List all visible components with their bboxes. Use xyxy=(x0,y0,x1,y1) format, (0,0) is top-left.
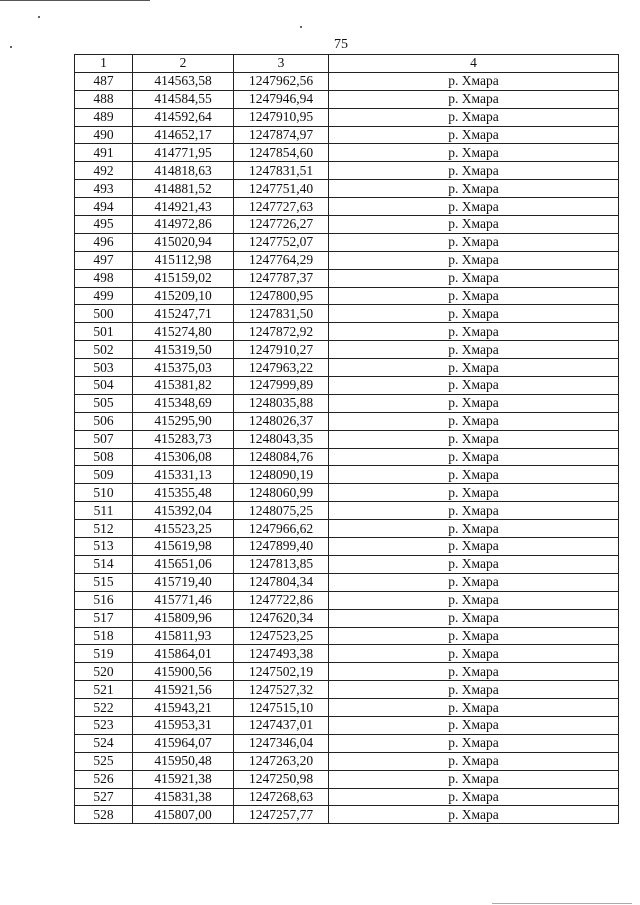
y-coordinate-cell: 1247620,34 xyxy=(234,609,329,627)
point-number-cell: 514 xyxy=(75,555,133,573)
location-cell: р. Хмара xyxy=(329,287,619,305)
table-row xyxy=(75,72,619,90)
x-coordinate-cell: 415319,50 xyxy=(133,341,234,359)
point-number-cell: 513 xyxy=(75,538,133,556)
table-row xyxy=(75,377,619,395)
y-coordinate-cell: 1247346,04 xyxy=(234,734,329,752)
y-coordinate-cell: 1247831,50 xyxy=(234,305,329,323)
y-coordinate-cell: 1247263,20 xyxy=(234,752,329,770)
point-number-cell: 504 xyxy=(75,377,133,395)
table-row xyxy=(75,359,619,377)
table-row xyxy=(75,251,619,269)
y-coordinate-cell: 1247910,27 xyxy=(234,341,329,359)
table-row xyxy=(75,663,619,681)
location-cell: р. Хмара xyxy=(329,716,619,734)
y-coordinate-cell: 1248060,99 xyxy=(234,484,329,502)
point-number-cell: 493 xyxy=(75,180,133,198)
x-coordinate-cell: 415953,31 xyxy=(133,716,234,734)
location-cell: р. Хмара xyxy=(329,341,619,359)
point-number-cell: 515 xyxy=(75,573,133,591)
location-cell: р. Хмара xyxy=(329,466,619,484)
y-coordinate-cell: 1247527,32 xyxy=(234,681,329,699)
point-number-cell: 511 xyxy=(75,502,133,520)
location-cell: р. Хмара xyxy=(329,591,619,609)
location-cell: р. Хмара xyxy=(329,627,619,645)
x-coordinate-cell: 415719,40 xyxy=(133,573,234,591)
table-row xyxy=(75,108,619,126)
x-coordinate-cell: 415020,94 xyxy=(133,233,234,251)
x-coordinate-cell: 415921,56 xyxy=(133,681,234,699)
y-coordinate-cell: 1247502,19 xyxy=(234,663,329,681)
point-number-cell: 519 xyxy=(75,645,133,663)
x-coordinate-cell: 415306,08 xyxy=(133,448,234,466)
table-row xyxy=(75,699,619,717)
y-coordinate-cell: 1247899,40 xyxy=(234,538,329,556)
table-row xyxy=(75,788,619,806)
y-coordinate-cell: 1247872,92 xyxy=(234,323,329,341)
y-coordinate-cell: 1248090,19 xyxy=(234,466,329,484)
point-number-cell: 506 xyxy=(75,412,133,430)
table-row xyxy=(75,484,619,502)
x-coordinate-cell: 415864,01 xyxy=(133,645,234,663)
point-number-cell: 496 xyxy=(75,233,133,251)
location-cell: р. Хмара xyxy=(329,448,619,466)
location-cell: р. Хмара xyxy=(329,788,619,806)
location-cell: р. Хмара xyxy=(329,359,619,377)
table-row xyxy=(75,323,619,341)
x-coordinate-cell: 414921,43 xyxy=(133,198,234,216)
point-number-cell: 505 xyxy=(75,394,133,412)
column-header: 2 xyxy=(133,55,234,73)
x-coordinate-cell: 415283,73 xyxy=(133,430,234,448)
location-cell: р. Хмара xyxy=(329,412,619,430)
point-number-cell: 492 xyxy=(75,162,133,180)
point-number-cell: 521 xyxy=(75,681,133,699)
y-coordinate-cell: 1247946,94 xyxy=(234,90,329,108)
x-coordinate-cell: 415921,38 xyxy=(133,770,234,788)
table-row xyxy=(75,144,619,162)
table-row xyxy=(75,305,619,323)
table-row xyxy=(75,412,619,430)
y-coordinate-cell: 1247764,29 xyxy=(234,251,329,269)
table-row xyxy=(75,341,619,359)
y-coordinate-cell: 1247752,07 xyxy=(234,233,329,251)
y-coordinate-cell: 1247874,97 xyxy=(234,126,329,144)
location-cell: р. Хмара xyxy=(329,663,619,681)
y-coordinate-cell: 1248084,76 xyxy=(234,448,329,466)
location-cell: р. Хмара xyxy=(329,269,619,287)
y-coordinate-cell: 1248043,35 xyxy=(234,430,329,448)
x-coordinate-cell: 415811,93 xyxy=(133,627,234,645)
table-row xyxy=(75,287,619,305)
point-number-cell: 527 xyxy=(75,788,133,806)
table-row xyxy=(75,591,619,609)
x-coordinate-cell: 414652,17 xyxy=(133,126,234,144)
point-number-cell: 512 xyxy=(75,520,133,538)
table-row xyxy=(75,770,619,788)
page-number: 75 xyxy=(334,37,348,52)
x-coordinate-cell: 415375,03 xyxy=(133,359,234,377)
table-row xyxy=(75,448,619,466)
point-number-cell: 503 xyxy=(75,359,133,377)
point-number-cell: 499 xyxy=(75,287,133,305)
location-cell: р. Хмара xyxy=(329,394,619,412)
y-coordinate-cell: 1247250,98 xyxy=(234,770,329,788)
x-coordinate-cell: 415392,04 xyxy=(133,502,234,520)
y-coordinate-cell: 1247787,37 xyxy=(234,269,329,287)
location-cell: р. Хмара xyxy=(329,72,619,90)
y-coordinate-cell: 1247854,60 xyxy=(234,144,329,162)
point-number-cell: 495 xyxy=(75,216,133,234)
table-header-row xyxy=(75,55,619,73)
scan-edge-line xyxy=(492,903,632,904)
location-cell: р. Хмара xyxy=(329,681,619,699)
point-number-cell: 508 xyxy=(75,448,133,466)
table-row xyxy=(75,520,619,538)
y-coordinate-cell: 1247831,51 xyxy=(234,162,329,180)
location-cell: р. Хмара xyxy=(329,90,619,108)
location-cell: р. Хмара xyxy=(329,770,619,788)
x-coordinate-cell: 415209,10 xyxy=(133,287,234,305)
point-number-cell: 494 xyxy=(75,198,133,216)
location-cell: р. Хмара xyxy=(329,538,619,556)
x-coordinate-cell: 415355,48 xyxy=(133,484,234,502)
table-row xyxy=(75,269,619,287)
x-coordinate-cell: 414771,95 xyxy=(133,144,234,162)
y-coordinate-cell: 1247910,95 xyxy=(234,108,329,126)
table-row xyxy=(75,502,619,520)
y-coordinate-cell: 1248035,88 xyxy=(234,394,329,412)
table-body xyxy=(75,72,619,823)
x-coordinate-cell: 414818,63 xyxy=(133,162,234,180)
x-coordinate-cell: 414584,55 xyxy=(133,90,234,108)
x-coordinate-cell: 415943,21 xyxy=(133,699,234,717)
point-number-cell: 489 xyxy=(75,108,133,126)
table-row xyxy=(75,806,619,824)
point-number-cell: 500 xyxy=(75,305,133,323)
point-number-cell: 498 xyxy=(75,269,133,287)
y-coordinate-cell: 1247999,89 xyxy=(234,377,329,395)
x-coordinate-cell: 415274,80 xyxy=(133,323,234,341)
point-number-cell: 518 xyxy=(75,627,133,645)
location-cell: р. Хмара xyxy=(329,573,619,591)
location-cell: р. Хмара xyxy=(329,645,619,663)
table-row xyxy=(75,627,619,645)
location-cell: р. Хмара xyxy=(329,233,619,251)
x-coordinate-cell: 414972,86 xyxy=(133,216,234,234)
point-number-cell: 525 xyxy=(75,752,133,770)
y-coordinate-cell: 1247966,62 xyxy=(234,520,329,538)
x-coordinate-cell: 415381,82 xyxy=(133,377,234,395)
y-coordinate-cell: 1247437,01 xyxy=(234,716,329,734)
x-coordinate-cell: 415331,13 xyxy=(133,466,234,484)
location-cell: р. Хмара xyxy=(329,555,619,573)
column-header: 4 xyxy=(329,55,619,73)
x-coordinate-cell: 415950,48 xyxy=(133,752,234,770)
point-number-cell: 487 xyxy=(75,72,133,90)
location-cell: р. Хмара xyxy=(329,323,619,341)
point-number-cell: 517 xyxy=(75,609,133,627)
location-cell: р. Хмара xyxy=(329,305,619,323)
y-coordinate-cell: 1247515,10 xyxy=(234,699,329,717)
x-coordinate-cell: 415809,96 xyxy=(133,609,234,627)
y-coordinate-cell: 1247962,56 xyxy=(234,72,329,90)
table-row xyxy=(75,430,619,448)
column-header: 1 xyxy=(75,55,133,73)
point-number-cell: 509 xyxy=(75,466,133,484)
point-number-cell: 507 xyxy=(75,430,133,448)
table-row xyxy=(75,466,619,484)
scan-speck xyxy=(300,26,302,28)
x-coordinate-cell: 415900,56 xyxy=(133,663,234,681)
point-number-cell: 523 xyxy=(75,716,133,734)
x-coordinate-cell: 414592,64 xyxy=(133,108,234,126)
table-row xyxy=(75,233,619,251)
location-cell: р. Хмара xyxy=(329,752,619,770)
point-number-cell: 524 xyxy=(75,734,133,752)
table-row xyxy=(75,645,619,663)
y-coordinate-cell: 1247493,38 xyxy=(234,645,329,663)
table-row xyxy=(75,90,619,108)
point-number-cell: 510 xyxy=(75,484,133,502)
location-cell: р. Хмара xyxy=(329,502,619,520)
x-coordinate-cell: 415831,38 xyxy=(133,788,234,806)
location-cell: р. Хмара xyxy=(329,180,619,198)
location-cell: р. Хмара xyxy=(329,144,619,162)
y-coordinate-cell: 1247727,63 xyxy=(234,198,329,216)
table-row xyxy=(75,716,619,734)
location-cell: р. Хмара xyxy=(329,430,619,448)
column-header: 3 xyxy=(234,55,329,73)
point-number-cell: 491 xyxy=(75,144,133,162)
x-coordinate-cell: 415771,46 xyxy=(133,591,234,609)
location-cell: р. Хмара xyxy=(329,162,619,180)
location-cell: р. Хмара xyxy=(329,484,619,502)
x-coordinate-cell: 415295,90 xyxy=(133,412,234,430)
point-number-cell: 528 xyxy=(75,806,133,824)
y-coordinate-cell: 1247804,34 xyxy=(234,573,329,591)
location-cell: р. Хмара xyxy=(329,216,619,234)
location-cell: р. Хмара xyxy=(329,520,619,538)
table-row xyxy=(75,180,619,198)
y-coordinate-cell: 1247813,85 xyxy=(234,555,329,573)
location-cell: р. Хмара xyxy=(329,126,619,144)
y-coordinate-cell: 1247257,77 xyxy=(234,806,329,824)
location-cell: р. Хмара xyxy=(329,699,619,717)
table-row xyxy=(75,126,619,144)
point-number-cell: 497 xyxy=(75,251,133,269)
point-number-cell: 502 xyxy=(75,341,133,359)
table-row xyxy=(75,555,619,573)
point-number-cell: 501 xyxy=(75,323,133,341)
table-row xyxy=(75,216,619,234)
table-row xyxy=(75,609,619,627)
y-coordinate-cell: 1247751,40 xyxy=(234,180,329,198)
x-coordinate-cell: 415523,25 xyxy=(133,520,234,538)
location-cell: р. Хмара xyxy=(329,108,619,126)
x-coordinate-cell: 415348,69 xyxy=(133,394,234,412)
point-number-cell: 526 xyxy=(75,770,133,788)
table-row xyxy=(75,162,619,180)
point-number-cell: 488 xyxy=(75,90,133,108)
point-number-cell: 522 xyxy=(75,699,133,717)
y-coordinate-cell: 1247523,25 xyxy=(234,627,329,645)
y-coordinate-cell: 1248026,37 xyxy=(234,412,329,430)
y-coordinate-cell: 1247963,22 xyxy=(234,359,329,377)
table-row xyxy=(75,573,619,591)
location-cell: р. Хмара xyxy=(329,251,619,269)
table-row xyxy=(75,752,619,770)
x-coordinate-cell: 415651,06 xyxy=(133,555,234,573)
scan-edge-line xyxy=(0,0,150,1)
x-coordinate-cell: 414563,58 xyxy=(133,72,234,90)
table-row xyxy=(75,681,619,699)
x-coordinate-cell: 415247,71 xyxy=(133,305,234,323)
x-coordinate-cell: 415807,00 xyxy=(133,806,234,824)
y-coordinate-cell: 1247722,86 xyxy=(234,591,329,609)
location-cell: р. Хмара xyxy=(329,198,619,216)
coordinates-table xyxy=(74,54,619,824)
y-coordinate-cell: 1248075,25 xyxy=(234,502,329,520)
y-coordinate-cell: 1247800,95 xyxy=(234,287,329,305)
table-row xyxy=(75,538,619,556)
table-row xyxy=(75,394,619,412)
location-cell: р. Хмара xyxy=(329,377,619,395)
x-coordinate-cell: 415112,98 xyxy=(133,251,234,269)
x-coordinate-cell: 415159,02 xyxy=(133,269,234,287)
table-row xyxy=(75,734,619,752)
x-coordinate-cell: 415619,98 xyxy=(133,538,234,556)
scan-speck xyxy=(10,46,12,48)
scan-speck xyxy=(38,16,40,18)
y-coordinate-cell: 1247726,27 xyxy=(234,216,329,234)
location-cell: р. Хмара xyxy=(329,609,619,627)
location-cell: р. Хмара xyxy=(329,734,619,752)
location-cell: р. Хмара xyxy=(329,806,619,824)
x-coordinate-cell: 414881,52 xyxy=(133,180,234,198)
table-row xyxy=(75,198,619,216)
point-number-cell: 490 xyxy=(75,126,133,144)
point-number-cell: 520 xyxy=(75,663,133,681)
x-coordinate-cell: 415964,07 xyxy=(133,734,234,752)
point-number-cell: 516 xyxy=(75,591,133,609)
y-coordinate-cell: 1247268,63 xyxy=(234,788,329,806)
